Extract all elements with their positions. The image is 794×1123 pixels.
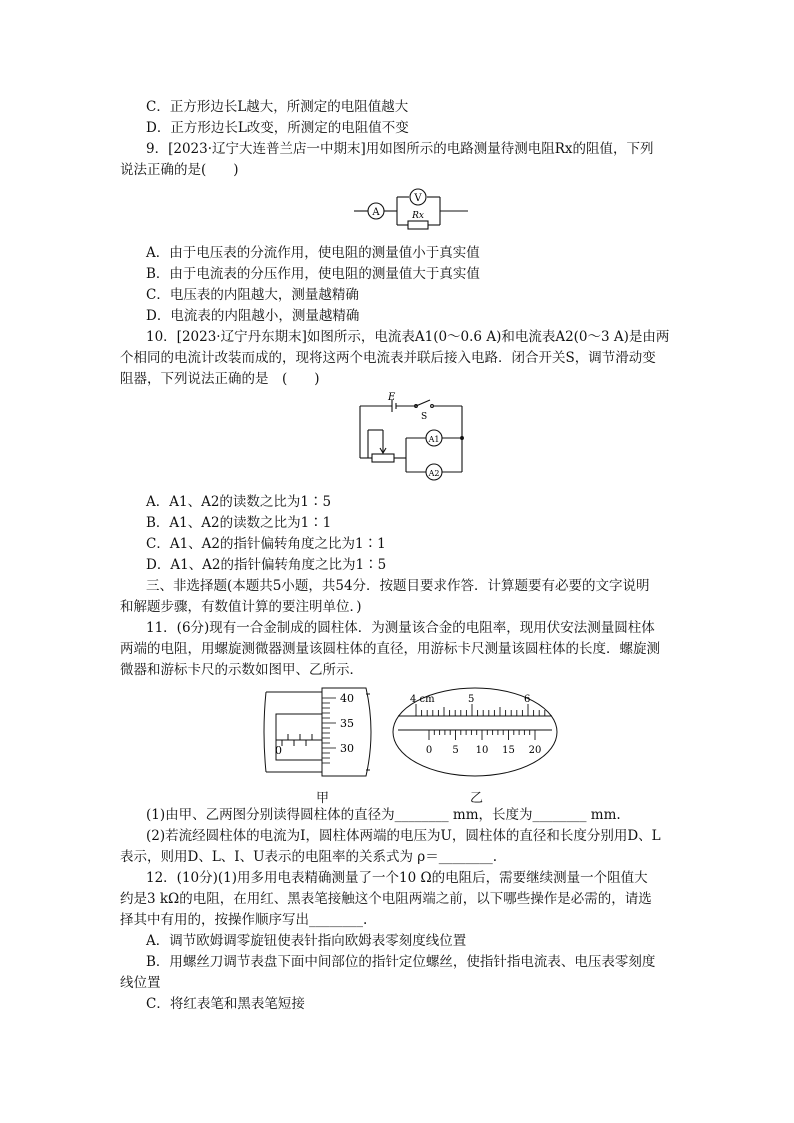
voltmeter-label: V [414, 193, 422, 204]
q12-stem-line3: 择其中有用的，按操作顺序写出________. [120, 912, 368, 928]
q12-option-b-line2: 线位置 [120, 975, 161, 991]
micrometer-tick-40: 40 [340, 692, 354, 705]
q12-stem-line1: 12．(10分)(1)用多用电表精确测量了一个10 Ω的电阻后，需要继续测量一个阻值大 [146, 870, 648, 886]
option-d-prev: D．正方形边长L改变，所测定的电阻值不变 [146, 120, 409, 136]
q10-option-c: C．A1、A2的指针偏转角度之比为1∶1 [146, 536, 386, 552]
option-c-prev: C．正方形边长L越大，所测定的电阻值越大 [146, 99, 409, 115]
micrometer-zero: 0 [275, 744, 282, 757]
figure-caption-jia: 甲 [316, 791, 330, 806]
q9-stem-line2: 说法正确的是( ) [120, 162, 239, 178]
q9-option-d: D．电流表的内阻越小，测量越精确 [146, 308, 360, 324]
caliper-vernier-15: 15 [502, 745, 515, 756]
micrometer-tick-30: 30 [340, 742, 354, 755]
q11-stem-line1: 11．(6分)现有一合金制成的圆柱体．为测量该合金的电阻率，现用伏安法测量圆柱体 [146, 620, 655, 636]
caliper-vernier-10: 10 [475, 745, 489, 756]
q10-stem-line1: 10．[2023·辽宁丹东期末]如图所示，电流表A1(0～0.6 A)和电流表A2(0～3 A)是由两 [146, 329, 670, 345]
q11-stem-line2: 两端的电阻，用螺旋测微器测量该圆柱体的直径，用游标卡尺测量该圆柱体的长度．螺旋测 [120, 641, 660, 657]
resistor-label: Rx [412, 211, 424, 221]
ammeter-label: A [372, 207, 380, 218]
caliper-vernier-0: 0 [425, 745, 433, 756]
caliper-vernier-20: 20 [528, 745, 542, 756]
vernier-caliper-figure [390, 684, 560, 780]
q9-stem-line1: 9．[2023·辽宁大连普兰店一中期末]用如图所示的电路测量待测电阻Rx的阻值，下列 [146, 141, 654, 157]
section3-heading-line1: 三、非选择题(本题共5小题，共54分．按题目要求作答．计算题要有必要的文字说明 [146, 578, 650, 594]
q10-circuit-diagram [352, 390, 468, 486]
q11-stem-line3: 微器和游标卡尺的示数如图甲、乙所示． [120, 662, 363, 678]
q10-option-b: B．A1、A2的读数之比为1∶1 [146, 515, 332, 531]
micrometer-figure [262, 684, 382, 780]
q10-option-d: D．A1、A2的指针偏转角度之比为1∶5 [146, 557, 387, 573]
switch-label: S [421, 412, 428, 422]
caliper-main-6: 6 [524, 694, 531, 705]
q11-sub2-line1: (2)若流经圆柱体的电流为I，圆柱体两端的电压为U，圆柱体的直径和长度分别用D、L [146, 828, 661, 844]
q10-stem-line2: 个相同的电流计改装而成的，现将这两个电流表并联后接入电路．闭合开关S，调节滑动变 [120, 350, 656, 366]
q10-option-a: A．A1、A2的读数之比为1∶5 [146, 494, 332, 510]
ammeter2-label: A2 [428, 469, 440, 478]
q9-circuit-diagram [352, 185, 470, 235]
caliper-main-5: 5 [468, 694, 475, 705]
micrometer-tick-35: 35 [340, 717, 354, 730]
battery-label: E [388, 392, 396, 403]
q12-option-a: A．调节欧姆调零旋钮使表针指向欧姆表零刻度线位置 [146, 933, 467, 949]
q11-sub2-line2: 表示，则用D、L、I、U表示的电阻率的关系式为 ρ＝________. [120, 849, 498, 865]
caliper-main-4cm: 4 cm [410, 694, 435, 705]
ammeter1-label: A1 [428, 435, 440, 444]
caliper-vernier-5: 5 [452, 745, 459, 756]
figure-caption-yi: 乙 [470, 791, 484, 806]
q9-option-c: C．电压表的内阻越大，测量越精确 [146, 287, 359, 303]
q10-stem-line3: 阻器，下列说法正确的是 ( ) [120, 371, 320, 387]
q11-sub1: (1)由甲、乙两图分别读得圆柱体的直径为________ mm，长度为________ mm. [146, 807, 621, 823]
q12-option-c: C．将红表笔和黑表笔短接 [146, 996, 305, 1012]
q9-option-b: B．由于电流表的分压作用，使电阻的测量值大于真实值 [146, 266, 480, 282]
q12-option-b-line1: B．用螺丝刀调节表盘下面中间部位的指针定位螺丝，使指针指电流表、电压表零刻度 [146, 954, 656, 970]
section3-heading-line2: 和解题步骤，有数值计算的要注明单位．) [120, 599, 362, 615]
q9-option-a: A．由于电压表的分流作用，使电阻的测量值小于真实值 [146, 245, 480, 261]
q12-stem-line2: 约是3 kΩ的电阻，在用红、黑表笔接触这个电阻两端之前，以下哪些操作是必需的，请选 [120, 891, 652, 907]
